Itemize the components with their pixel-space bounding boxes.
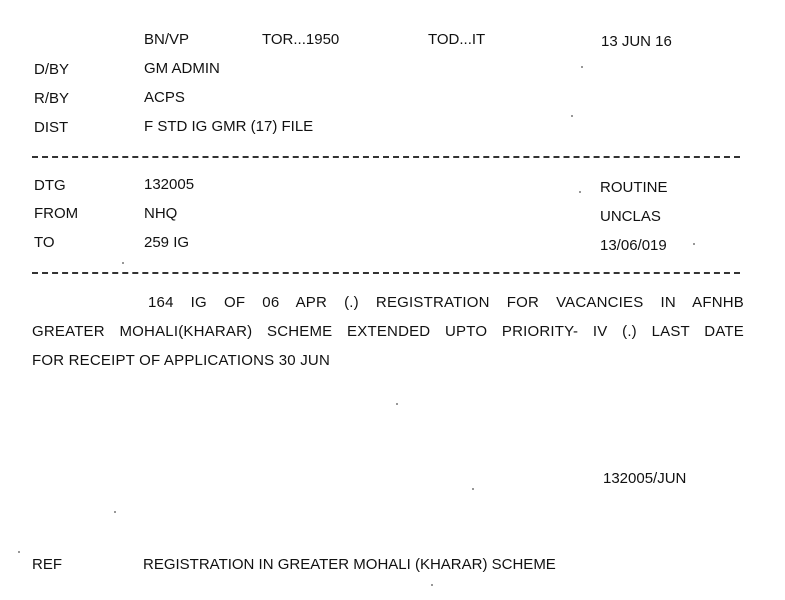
signature-dtg: 132005/JUN xyxy=(603,470,687,487)
to-label: TO xyxy=(34,234,55,251)
message-body xyxy=(32,288,744,375)
rby-value: ACPS xyxy=(144,89,185,106)
divider-bottom xyxy=(32,272,740,274)
dist-value: F STD IG GMR (17) FILE xyxy=(144,118,314,135)
scan-speck xyxy=(472,488,474,490)
scan-speck xyxy=(579,191,581,193)
dby-label: D/BY xyxy=(34,61,70,78)
ref-text: REGISTRATION IN GREATER MOHALI (KHARAR) SCHEME xyxy=(143,556,556,573)
scan-speck xyxy=(122,262,124,264)
scan-speck xyxy=(571,115,573,117)
dtg-label: DTG xyxy=(34,177,66,194)
rby-label: R/BY xyxy=(34,90,70,107)
originator: BN/VP xyxy=(144,31,190,48)
precedence: ROUTINE xyxy=(600,179,668,196)
classification: UNCLAS xyxy=(600,208,661,225)
scan-speck xyxy=(396,403,398,405)
body-line-2: GREATER MOHALI(KHARAR) SCHEME EXTENDED UPTO PRIORITY- IV (.) LAST DATE xyxy=(32,323,744,340)
scan-speck xyxy=(18,551,20,553)
divider-top xyxy=(32,156,740,158)
from-value: NHQ xyxy=(144,205,178,222)
dby-value: GM ADMIN xyxy=(144,60,220,77)
scan-speck xyxy=(693,243,695,245)
time-of-receipt: TOR...1950 xyxy=(262,31,340,48)
header-date: 13 JUN 16 xyxy=(601,33,672,50)
from-label: FROM xyxy=(34,205,79,222)
scan-speck xyxy=(581,66,583,68)
dist-label: DIST xyxy=(34,119,69,136)
body-line-3: FOR RECEIPT OF APPLICATIONS 30 JUN xyxy=(32,352,330,369)
to-value: 259 IG xyxy=(144,234,190,251)
to-date: 13/06/019 xyxy=(600,237,667,254)
scan-speck xyxy=(114,511,116,513)
body-line-1: 164 IG OF 06 APR (.) REGISTRATION FOR VACANCIES IN AFNHB xyxy=(148,294,744,311)
time-of-despatch: TOD...IT xyxy=(428,31,486,48)
ref-label: REF xyxy=(32,556,62,573)
dtg-value: 132005 xyxy=(144,176,195,193)
scan-speck xyxy=(431,584,433,586)
